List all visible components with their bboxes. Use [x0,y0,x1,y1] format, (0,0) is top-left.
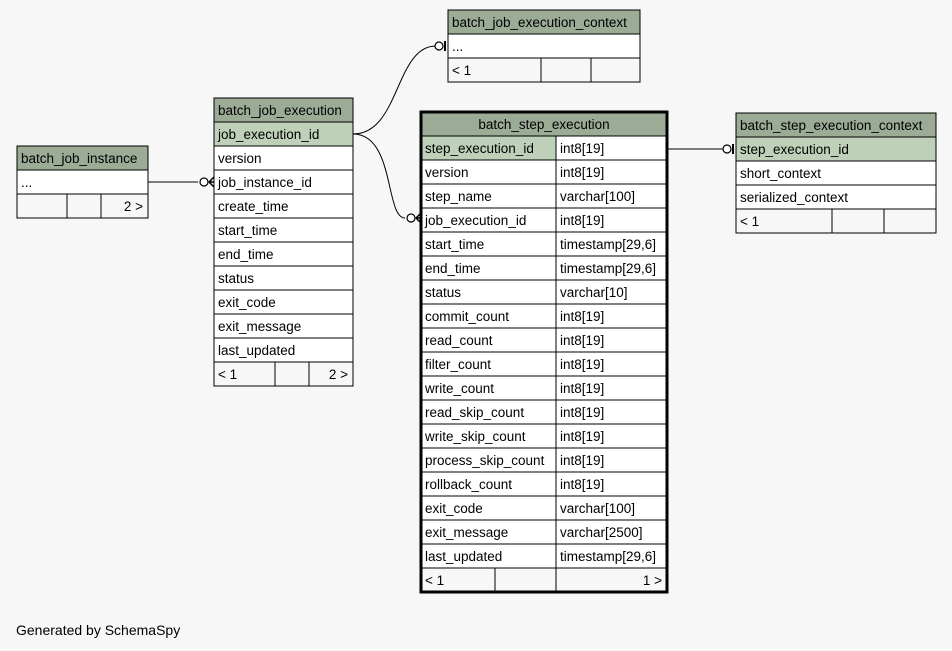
column-type: timestamp[29,6] [560,261,657,276]
column-type: int8[19] [560,333,605,348]
column-name: start_time [218,223,278,238]
table-row [421,544,667,568]
column-name: step_name [425,189,492,204]
column-name: status [425,285,462,300]
footer-parents: < 1 [218,367,238,382]
column-name: last_updated [218,343,296,358]
column-name: read_skip_count [425,405,525,420]
column-type: varchar[10] [560,285,628,300]
table-row [421,136,667,160]
table-row [421,472,667,496]
table-footer [17,194,148,218]
table-row [736,161,936,185]
table-batch-job-instance [17,146,148,218]
table-batch-job-execution [214,98,353,386]
column-name: step_execution_id [425,141,534,156]
table-title: batch_step_execution_context [740,118,923,133]
column-type: int8[19] [560,141,605,156]
column-name: write_skip_count [425,429,526,444]
table-row [214,122,353,146]
table-footer [736,209,936,233]
table-row [214,242,353,266]
column-name: exit_code [218,295,276,310]
footer-parents: < 1 [452,63,472,78]
footer-children: 2 > [123,199,143,214]
column-type: varchar[2500] [560,525,643,540]
column-type: varchar[100] [560,501,636,516]
footer-parents: < 1 [740,214,760,229]
column-type: timestamp[29,6] [560,549,657,564]
column-name: read_count [425,333,493,348]
column-name: step_execution_id [740,142,849,157]
column-name: short_context [740,166,822,181]
footer-children: 2 > [328,367,348,382]
table-batch-step-execution-context [736,113,936,233]
table-batch-job-execution-context [448,10,640,82]
column-type: int8[19] [560,405,605,420]
relation-execution-step [353,134,405,218]
table-row [421,352,667,376]
table-row [214,290,353,314]
table-footer [214,362,353,386]
column-type: timestamp[29,6] [560,237,657,252]
column-name: end_time [218,247,274,262]
column-name: ... [21,175,33,190]
table-row [448,34,640,58]
column-name: version [425,165,469,180]
table-row [214,146,353,170]
column-name: job_execution_id [425,213,527,228]
table-row [421,376,667,400]
crows-foot-marker [200,177,214,187]
table-row [421,304,667,328]
table-row [214,194,353,218]
table-row [736,137,936,161]
table-row [421,520,667,544]
table-footer [448,58,640,82]
table-row [421,496,667,520]
table-row [421,160,667,184]
table-title: batch_job_execution_context [452,15,627,30]
column-name: filter_count [425,357,492,372]
table-title: batch_step_execution [478,117,610,132]
column-type: int8[19] [560,213,605,228]
table-row [214,170,353,194]
footer-parents: < 1 [425,573,445,588]
table-row [214,218,353,242]
column-name: job_execution_id [218,127,320,142]
column-name: process_skip_count [425,453,545,468]
column-name: last_updated [425,549,503,564]
table-row [421,184,667,208]
column-name: create_time [218,199,289,214]
table-batch-step-execution [421,112,667,592]
column-name: end_time [425,261,481,276]
column-name: status [218,271,255,286]
column-name: job_instance_id [218,175,312,190]
column-type: int8[19] [560,309,605,324]
column-name: exit_code [425,501,483,516]
table-row [421,424,667,448]
column-type: int8[19] [560,165,605,180]
table-row [421,280,667,304]
column-name: start_time [425,237,485,252]
table-row [421,208,667,232]
column-name: ... [452,39,464,54]
column-name: exit_message [218,319,302,334]
column-type: int8[19] [560,357,605,372]
table-title: batch_job_execution [218,103,342,118]
table-row [17,170,148,194]
column-name: write_count [425,381,495,396]
table-row [421,448,667,472]
column-type: int8[19] [560,477,605,492]
column-type: int8[19] [560,453,605,468]
table-title: batch_job_instance [21,151,138,166]
table-row [214,314,353,338]
generated-by-label: Generated by SchemaSpy [16,622,181,638]
column-type: int8[19] [560,381,605,396]
crows-foot-marker [407,213,421,223]
table-row [214,338,353,362]
column-type: varchar[100] [560,189,636,204]
column-type: int8[19] [560,429,605,444]
table-row [421,256,667,280]
zero-or-one-marker [435,41,445,51]
column-name: rollback_count [425,477,513,492]
column-name: exit_message [425,525,509,540]
table-row [421,328,667,352]
zero-or-one-marker [723,144,733,154]
column-name: commit_count [425,309,510,324]
column-name: serialized_context [740,190,849,205]
table-row [214,266,353,290]
table-row [421,232,667,256]
footer-children: 1 > [642,573,662,588]
column-name: version [218,151,262,166]
table-footer [421,568,667,592]
table-row [736,185,936,209]
table-row [421,400,667,424]
